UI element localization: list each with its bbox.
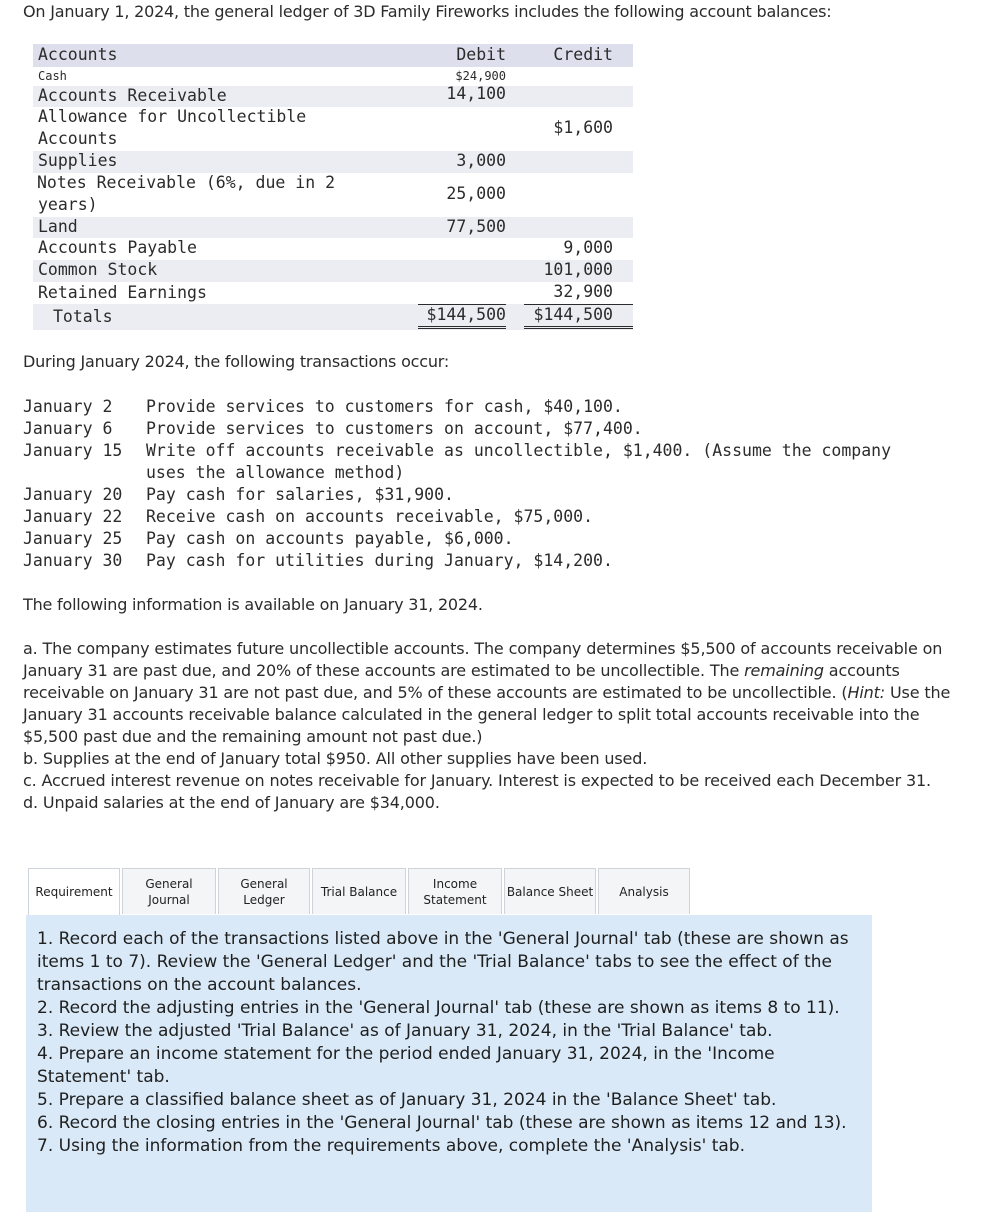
tab-analysis[interactable]: Analysis [598,868,690,914]
tab-requirement[interactable]: Requirement [28,868,120,915]
info-item-b: b. Supplies at the end of January total $950. All other supplies have been used. [23,749,648,768]
during-text: During January 2024, the following transactions occur: [23,352,450,371]
requirement-item: 7. Using the information from the requirements above, complete the 'Analysis' tab. [37,1136,745,1156]
info-item-a: a. The company estimates future uncollectible accounts. The company determines $5,500 of accounts receivable on January 31 are past due, and 20% of these accounts are estimated to be uncollectible. The remaining accounts receivable on January 31 are not past due, and 5% of these accounts are estimated to be uncollectible. (Hint: Use the January 31 accounts receivable balance calculated in the general ledger to split total accounts receivable into the $5,500 past due and the remaining amount not past due.) [23,639,951,746]
requirement-item: 3. Review the adjusted 'Trial Balance' as of January 31, 2024, in the 'Trial Balance' tab. [37,1021,773,1041]
info-item-c: c. Accrued interest revenue on notes receivable for January. Interest is expected to be received each December 31. [23,771,931,790]
header-debit: Debit [456,45,506,64]
table-row: Cash $24,900 [38,69,506,83]
tab-trial-balance[interactable]: Trial Balance [312,868,406,914]
header-credit: Credit [553,45,613,64]
tab-general-ledger[interactable]: General Ledger [218,868,310,914]
table-row: Common Stock 101,000 [33,260,633,282]
requirement-item: 2. Record the adjusting entries in the 'General Journal' tab (these are shown as items 8 to 11). [37,998,840,1018]
totals-row [33,304,633,330]
totals-debit: $144,500 [426,305,506,324]
table-header [33,44,633,67]
requirement-item: 4. Prepare an income statement for the period ended January 31, 2024, in the 'Income Statement' tab. [37,1044,775,1087]
requirement-item: 6. Record the closing entries in the 'General Journal' tab (these are shown as items 12 and 13). [37,1113,847,1133]
tab-general-journal[interactable]: General Journal [122,868,216,914]
table-row: Accounts Payable 9,000 [38,238,613,257]
table-row: Retained Earnings 32,900 [38,282,613,302]
totals-credit: $144,500 [533,305,613,324]
requirement-item: 1. Record each of the transactions listed above in the 'General Journal' tab (these are shown as items 1 to 7). Review the 'General Ledger' and the 'Trial Balance' tabs to see the effect of the transactions on the account balances. [37,929,849,995]
requirement-panel [26,915,872,1212]
tab-income-statement[interactable]: Income Statement [408,868,502,914]
following-text: The following information is available on January 31, 2024. [23,595,483,614]
table-row: Allowance for Uncollectible Accounts $1,600 [38,107,613,148]
intro-text: On January 1, 2024, the general ledger of 3D Family Fireworks includes the following account balances: [23,2,832,21]
info-item-d: d. Unpaid salaries at the end of January are $34,000. [23,793,440,812]
table-row: Accounts Receivable 14,100 [33,86,633,107]
tab-bar [28,868,872,915]
table-row: Land 77,500 [33,217,633,238]
requirement-item: 5. Prepare a classified balance sheet as of January 31, 2024 in the 'Balance Sheet' tab. [37,1090,777,1110]
table-row: Supplies 3,000 [33,151,633,173]
tab-balance-sheet[interactable]: Balance Sheet [504,868,596,914]
totals-label: Totals [53,307,113,326]
table-row: Notes Receivable (6%, due in 2 years) 25,000 [37,173,506,214]
header-accounts: Accounts [38,45,118,64]
adjustment-info [23,638,968,814]
